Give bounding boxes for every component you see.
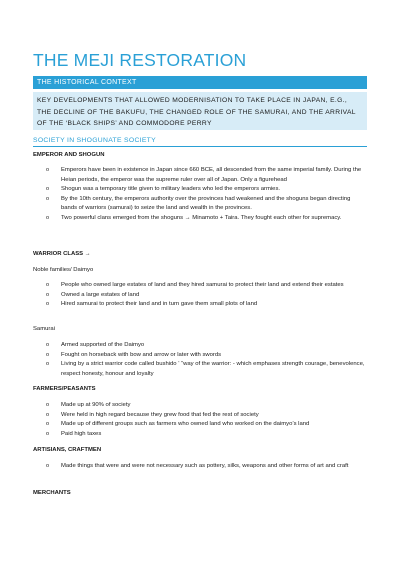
list-noble (42, 281, 366, 310)
bullet-icon: o (46, 463, 50, 469)
list-item (42, 411, 366, 421)
label-noble-families: Noble families/ Daimyo (33, 267, 94, 273)
section-heading-historical-context: THE HISTORICAL CONTEXT (33, 76, 367, 89)
heading-farmers: FARMERS/PEASANTS (33, 386, 96, 392)
list-item-text: By the 10th century, the emperors authority over the provinces had weakened and the shoguns began directing bands of warriors (samurai) to seize the land and wealth in the provinces. (61, 195, 351, 211)
bullet-icon: o (46, 430, 50, 437)
list-samurai (42, 341, 366, 379)
list-item-text: Were held in high regard because they grew food that fed the rest of society (61, 411, 259, 418)
list-item (42, 420, 366, 430)
list-item (42, 195, 366, 214)
page-title: THE MEJI RESTORATION (33, 50, 247, 70)
list-item-text: Paid high taxes (61, 430, 102, 437)
list-item (42, 214, 366, 224)
list-item-text: Fought on horseback with bow and arrow or later with swords (61, 351, 222, 358)
bullet-icon: o (46, 342, 50, 348)
key-developments-box (33, 92, 367, 130)
list-item (42, 401, 366, 411)
list-item-text: Two powerful clans emerged from the shoguns → Minamoto + Taira. They fought each other for supremacy. (61, 214, 342, 221)
list-item (42, 341, 366, 351)
list-item-text: Made up at 90% of society (61, 402, 131, 408)
list-item-text: Armed supported of the Daimyo (61, 342, 145, 348)
label-samurai: Samurai (33, 326, 55, 332)
list-item (42, 462, 366, 472)
subheading-society: SOCIETY IN SHOGUNATE SOCIETY (33, 137, 367, 147)
bullet-icon: o (46, 195, 50, 202)
list-item-text: Owned a large estates of land (61, 291, 140, 298)
list-artisans (42, 462, 366, 472)
bullet-icon: o (46, 351, 50, 358)
list-item-text: Hired samurai to protect their land and in turn gave them small plots of land (61, 301, 258, 307)
bullet-icon: o (46, 402, 50, 408)
list-item (42, 166, 366, 185)
list-emperor (42, 166, 366, 223)
bullet-icon: o (46, 361, 50, 367)
list-item (42, 300, 366, 310)
bullet-icon: o (46, 291, 50, 298)
list-item (42, 281, 366, 291)
list-item-text: Emperors have been in existence in Japan since 660 BCE, all descended from the same imperial family. During the Heian periods, the emperor was the supreme ruler over all of Japan. Only a figurehead (61, 167, 362, 183)
bullet-icon: o (46, 301, 50, 307)
list-item-text: People who owned large estates of land and they hired samurai to protect their land and extend their estates (61, 282, 344, 288)
list-farmers (42, 401, 366, 439)
heading-warrior-class: WARRIOR CLASS → (33, 251, 91, 257)
bullet-icon: o (46, 421, 50, 427)
heading-artisans: ARTISIANS, CRAFTMEN (33, 447, 102, 453)
bullet-icon: o (46, 411, 50, 418)
bullet-icon: o (46, 167, 50, 173)
bullet-icon: o (46, 282, 50, 288)
list-item (42, 185, 366, 195)
list-item-text: Made things that were and were not necessary such as pottery, silks, weapons and other forms of art and craft (61, 463, 349, 469)
bullet-icon: o (46, 214, 50, 221)
list-item-text: Shogun was a temporary title given to military leaders who led the emperors armies. (61, 186, 281, 192)
list-item (42, 360, 366, 379)
list-item (42, 291, 366, 301)
list-item-text: Living by a strict warrior code called bushido ‘ “way of the warrior: - which emphases strength courage, benevolence, respect honesty, honour and loyalty (61, 361, 365, 377)
list-item-text: Made up of different groups such as farmers who owned land who worked on the daimyo’s land (61, 421, 310, 427)
list-item (42, 430, 366, 440)
heading-merchants: MERCHANTS (33, 490, 71, 496)
key-developments-text: KEY DEVELOPMENTS THAT ALLOWED MODERNISATION TO TAKE PLACE IN JAPAN, E.G., THE DECLINE OF THE BAKUFU, THE CHANGED ROLE OF THE SAMURAI, AND THE ARRIVAL OF THE ‘BLACK SHIPS’ AND COMMODORE PERRY (37, 97, 356, 127)
bullet-icon: o (46, 186, 50, 192)
heading-emperor-shogun: EMPEROR AND SHOGUN (33, 152, 105, 158)
list-item (42, 351, 366, 361)
